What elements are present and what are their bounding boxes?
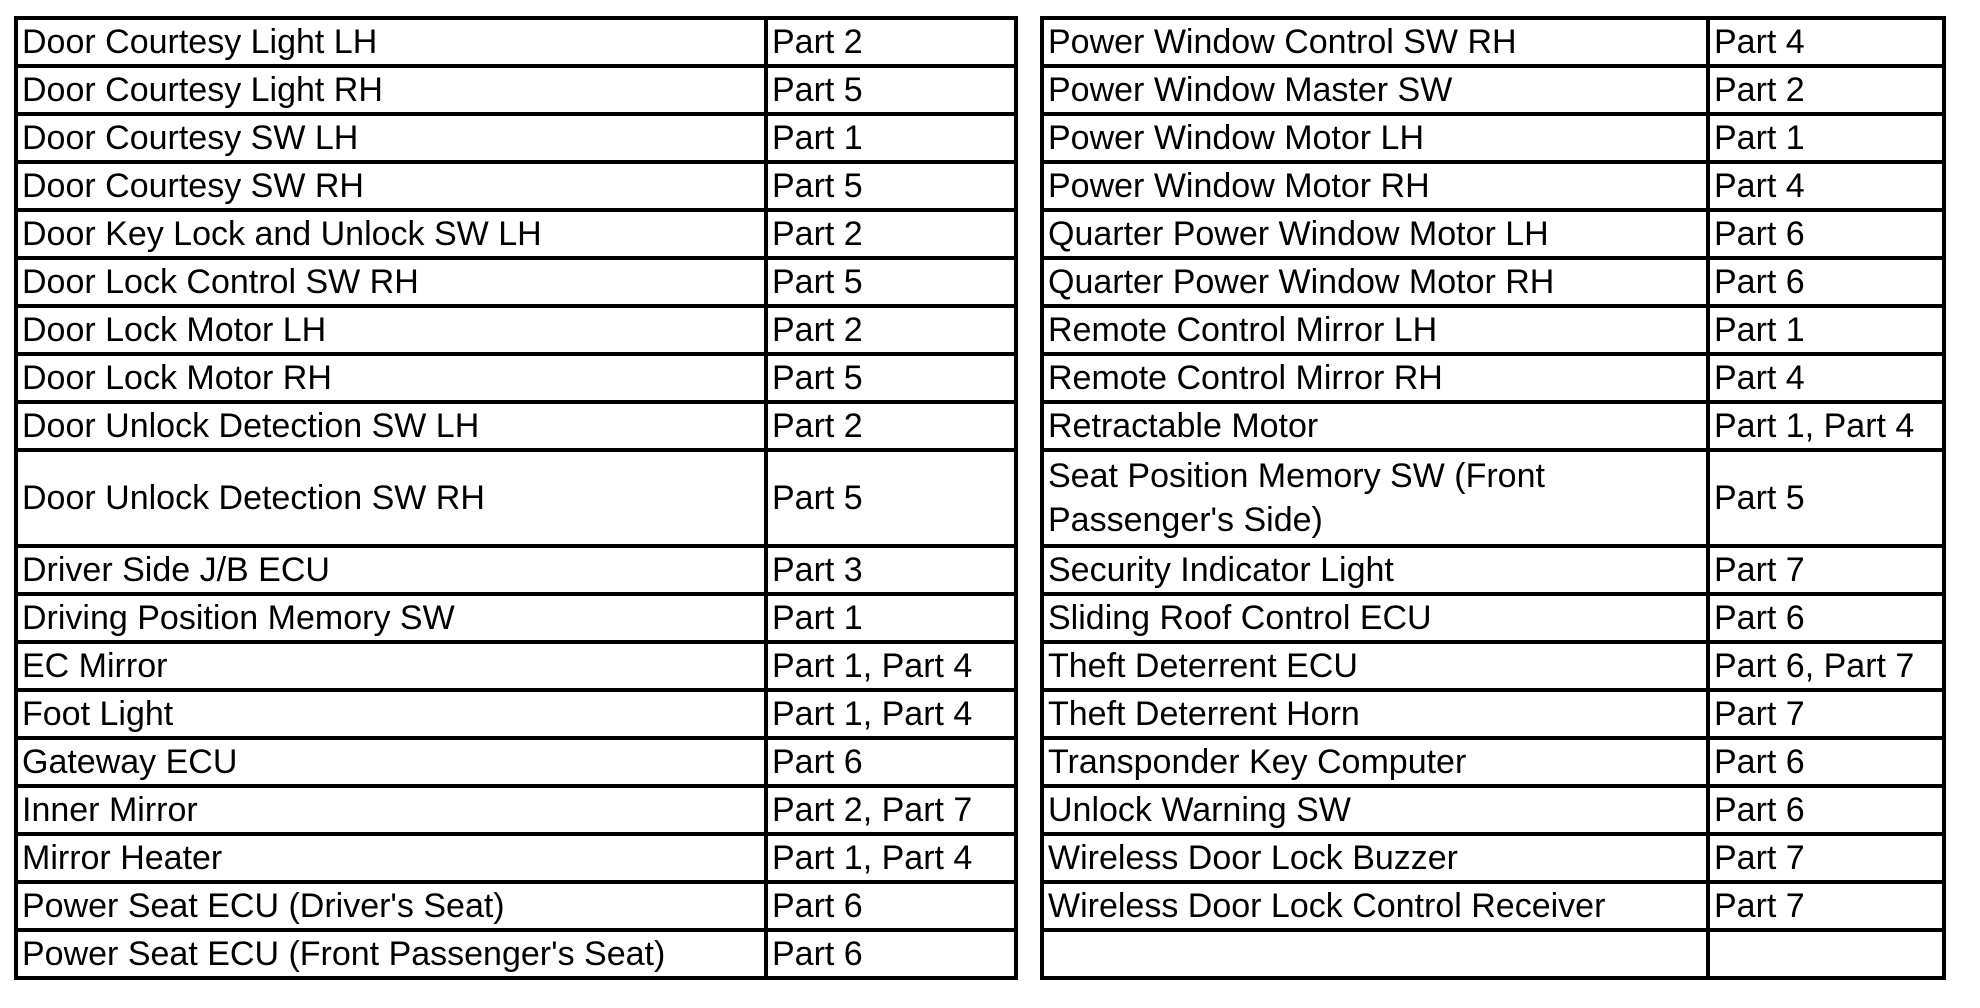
table-row — [16, 66, 1016, 114]
part-cell: Part 6 — [1708, 594, 1944, 642]
part-cell: Part 4 — [1708, 18, 1944, 66]
table-row — [1042, 354, 1944, 402]
part-cell: Part 1, Part 4 — [766, 690, 1016, 738]
component-cell: Quarter Power Window Motor RH — [1042, 258, 1708, 306]
table-row — [16, 642, 1016, 690]
table-row — [16, 354, 1016, 402]
part-cell: Part 1 — [766, 114, 1016, 162]
part-cell: Part 2 — [766, 210, 1016, 258]
table-row — [1042, 786, 1944, 834]
component-cell: Door Lock Motor LH — [16, 306, 766, 354]
part-cell: Part 5 — [766, 66, 1016, 114]
part-cell: Part 2 — [1708, 66, 1944, 114]
component-cell: Theft Deterrent ECU — [1042, 642, 1708, 690]
component-cell: Driving Position Memory SW — [16, 594, 766, 642]
table-row — [16, 738, 1016, 786]
component-cell: Remote Control Mirror LH — [1042, 306, 1708, 354]
component-cell: Power Window Motor LH — [1042, 114, 1708, 162]
left-table — [14, 16, 1018, 980]
table-row — [16, 162, 1016, 210]
table-row — [16, 690, 1016, 738]
table-row — [1042, 594, 1944, 642]
component-cell: Remote Control Mirror RH — [1042, 354, 1708, 402]
component-cell: Door Lock Motor RH — [16, 354, 766, 402]
part-cell: Part 2 — [766, 402, 1016, 450]
part-cell: Part 2, Part 7 — [766, 786, 1016, 834]
part-cell — [1708, 930, 1944, 978]
component-cell: Door Unlock Detection SW RH — [16, 450, 766, 546]
table-row — [16, 258, 1016, 306]
table-row — [16, 306, 1016, 354]
table-row — [16, 786, 1016, 834]
part-cell: Part 5 — [766, 258, 1016, 306]
part-cell: Part 4 — [1708, 162, 1944, 210]
table-row — [16, 114, 1016, 162]
component-cell: Power Window Motor RH — [1042, 162, 1708, 210]
part-cell: Part 6 — [766, 738, 1016, 786]
part-cell: Part 3 — [766, 546, 1016, 594]
table-row — [1042, 258, 1944, 306]
table-row — [1042, 546, 1944, 594]
component-cell: EC Mirror — [16, 642, 766, 690]
component-cell: Door Courtesy SW LH — [16, 114, 766, 162]
table-row — [1042, 642, 1944, 690]
table-row — [1042, 738, 1944, 786]
component-cell: Wireless Door Lock Buzzer — [1042, 834, 1708, 882]
component-cell: Power Seat ECU (Driver's Seat) — [16, 882, 766, 930]
component-cell: Sliding Roof Control ECU — [1042, 594, 1708, 642]
table-row — [1042, 210, 1944, 258]
part-cell: Part 1 — [1708, 114, 1944, 162]
component-cell: Gateway ECU — [16, 738, 766, 786]
table-row — [16, 210, 1016, 258]
part-cell: Part 6 — [1708, 786, 1944, 834]
component-cell: Retractable Motor — [1042, 402, 1708, 450]
table-row — [1042, 834, 1944, 882]
table-row — [16, 402, 1016, 450]
table-row — [16, 546, 1016, 594]
table-row — [1042, 18, 1944, 66]
part-cell: Part 1, Part 4 — [766, 642, 1016, 690]
component-cell: Door Courtesy Light RH — [16, 66, 766, 114]
table-row — [1042, 450, 1944, 546]
part-cell: Part 7 — [1708, 546, 1944, 594]
part-cell: Part 7 — [1708, 834, 1944, 882]
component-cell — [1042, 930, 1708, 978]
part-cell: Part 7 — [1708, 882, 1944, 930]
component-cell: Transponder Key Computer — [1042, 738, 1708, 786]
component-cell: Wireless Door Lock Control Receiver — [1042, 882, 1708, 930]
part-cell: Part 4 — [1708, 354, 1944, 402]
component-cell: Security Indicator Light — [1042, 546, 1708, 594]
parts-index — [14, 16, 1946, 980]
right-table — [1040, 16, 1946, 980]
table-row — [16, 450, 1016, 546]
table-row — [16, 882, 1016, 930]
part-cell: Part 6 — [1708, 258, 1944, 306]
component-cell: Power Window Control SW RH — [1042, 18, 1708, 66]
component-cell: Door Courtesy SW RH — [16, 162, 766, 210]
table-row — [16, 930, 1016, 978]
table-row — [16, 834, 1016, 882]
part-cell: Part 1 — [1708, 306, 1944, 354]
part-cell: Part 5 — [766, 162, 1016, 210]
part-cell: Part 6 — [1708, 738, 1944, 786]
part-cell: Part 6 — [766, 882, 1016, 930]
part-cell: Part 1 — [766, 594, 1016, 642]
part-cell: Part 6, Part 7 — [1708, 642, 1944, 690]
table-row — [1042, 114, 1944, 162]
part-cell: Part 5 — [766, 354, 1016, 402]
part-cell: Part 2 — [766, 306, 1016, 354]
part-cell: Part 1, Part 4 — [766, 834, 1016, 882]
component-cell: Power Window Master SW — [1042, 66, 1708, 114]
component-cell: Foot Light — [16, 690, 766, 738]
component-cell: Quarter Power Window Motor LH — [1042, 210, 1708, 258]
table-row — [1042, 66, 1944, 114]
table-row — [16, 594, 1016, 642]
part-cell: Part 1, Part 4 — [1708, 402, 1944, 450]
component-cell: Mirror Heater — [16, 834, 766, 882]
component-cell: Inner Mirror — [16, 786, 766, 834]
component-cell: Theft Deterrent Horn — [1042, 690, 1708, 738]
table-row — [1042, 162, 1944, 210]
component-cell: Power Seat ECU (Front Passenger's Seat) — [16, 930, 766, 978]
part-cell: Part 7 — [1708, 690, 1944, 738]
table-row — [1042, 930, 1944, 978]
table-row — [1042, 306, 1944, 354]
part-cell: Part 5 — [766, 450, 1016, 546]
table-row — [1042, 690, 1944, 738]
component-cell: Door Lock Control SW RH — [16, 258, 766, 306]
component-cell: Door Unlock Detection SW LH — [16, 402, 766, 450]
component-cell: Door Courtesy Light LH — [16, 18, 766, 66]
table-row — [1042, 882, 1944, 930]
component-cell: Seat Position Memory SW (Front Passenger's Side) — [1042, 450, 1708, 546]
part-cell: Part 5 — [1708, 450, 1944, 546]
component-cell: Driver Side J/B ECU — [16, 546, 766, 594]
table-row — [16, 18, 1016, 66]
part-cell: Part 2 — [766, 18, 1016, 66]
part-cell: Part 6 — [766, 930, 1016, 978]
component-cell: Unlock Warning SW — [1042, 786, 1708, 834]
part-cell: Part 6 — [1708, 210, 1944, 258]
table-row — [1042, 402, 1944, 450]
component-cell: Door Key Lock and Unlock SW LH — [16, 210, 766, 258]
